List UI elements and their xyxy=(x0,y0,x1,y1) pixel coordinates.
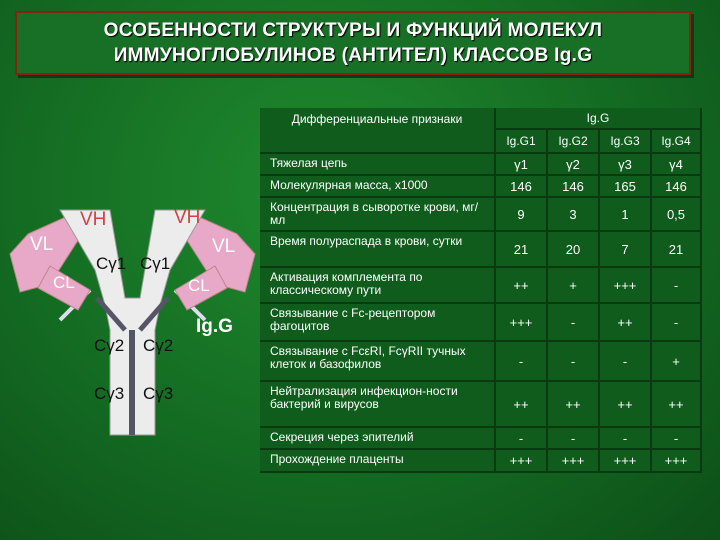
row-value-cell: - xyxy=(652,304,702,342)
feature-column-header: Дифференциальные признаки xyxy=(260,108,496,154)
row-feature-label: Связывание с Fc-рецептором фагоцитов xyxy=(260,304,496,342)
row-value-cell: + xyxy=(548,268,600,304)
vh-left-label: VH xyxy=(80,209,107,230)
row-value-cell: 165 xyxy=(600,176,652,198)
cg3-left-label: Cγ3 xyxy=(94,384,125,403)
column-header: Ig.G3 xyxy=(600,130,652,154)
column-header: Ig.G4 xyxy=(652,130,702,154)
row-value-cell: +++ xyxy=(496,304,548,342)
cg2-right-label: Cγ2 xyxy=(143,336,174,355)
slide-title-line-1: ОСОБЕННОСТИ СТРУКТУРЫ И ФУНКЦИЙ МОЛЕКУЛ xyxy=(103,20,603,41)
row-value-cell: - xyxy=(652,268,702,304)
row-value-cell: - xyxy=(600,342,652,382)
row-value-cell: - xyxy=(496,342,548,382)
row-value-cell: 9 xyxy=(496,198,548,232)
cl-left-label: CL xyxy=(53,273,75,292)
vl-left-label: VL xyxy=(30,234,54,255)
row-feature-label: Нейтрализация инфекцион-ности бактерий и вирусов xyxy=(260,382,496,428)
row-value-cell: +++ xyxy=(652,450,702,473)
igg-subclass-table xyxy=(260,108,702,493)
row-value-cell: ++ xyxy=(652,382,702,428)
row-value-cell: +++ xyxy=(548,450,600,473)
cg2-left-label: Cγ2 xyxy=(94,336,125,355)
row-value-cell: 146 xyxy=(496,176,548,198)
row-value-cell: 1 xyxy=(600,198,652,232)
row-value-cell: + xyxy=(652,342,702,382)
row-value-cell: +++ xyxy=(600,268,652,304)
row-value-cell: 20 xyxy=(548,232,600,268)
row-value-cell: - xyxy=(600,428,652,450)
row-value-cell: 0,5 xyxy=(652,198,702,232)
row-feature-label: Молекулярная масса, х1000 xyxy=(260,176,496,198)
row-value-cell: ++ xyxy=(600,304,652,342)
igg-group-header: Ig.G xyxy=(496,108,702,130)
row-feature-label: Связывание с FcεRI, FcγRII тучных клеток и базофилов xyxy=(260,342,496,382)
column-header: Ig.G2 xyxy=(548,130,600,154)
slide-title-line-2: ИММУНОГЛОБУЛИНОВ (АНТИТЕЛ) КЛАССОВ Ig.G xyxy=(113,45,593,66)
row-value-cell: γ3 xyxy=(600,154,652,176)
vh-right-label: VH xyxy=(174,207,201,228)
row-feature-label: Секреция через эпителий xyxy=(260,428,496,450)
row-value-cell: ++ xyxy=(496,382,548,428)
row-value-cell: - xyxy=(548,428,600,450)
row-value-cell: +++ xyxy=(496,450,548,473)
cg3-right-label: Cγ3 xyxy=(143,384,174,403)
row-feature-label: Концентрация в сыворотке крови, мг/мл xyxy=(260,198,496,232)
row-feature-label: Тяжелая цепь xyxy=(260,154,496,176)
cg1-right-label: Cγ1 xyxy=(140,254,171,273)
cl-right-label: CL xyxy=(188,276,210,295)
row-value-cell: 21 xyxy=(496,232,548,268)
row-value-cell: ++ xyxy=(548,382,600,428)
vl-right-label: VL xyxy=(212,236,236,257)
row-value-cell: 7 xyxy=(600,232,652,268)
row-feature-label: Прохождение плаценты xyxy=(260,450,496,473)
row-value-cell: 21 xyxy=(652,232,702,268)
row-value-cell: γ1 xyxy=(496,154,548,176)
row-value-cell: - xyxy=(652,428,702,450)
row-feature-label: Активация комплемента по классическому пути xyxy=(260,268,496,304)
igg-class-label: Ig.G xyxy=(196,316,233,337)
row-value-cell: 146 xyxy=(652,176,702,198)
row-value-cell: 3 xyxy=(548,198,600,232)
column-header: Ig.G1 xyxy=(496,130,548,154)
row-value-cell: ++ xyxy=(600,382,652,428)
row-value-cell: - xyxy=(496,428,548,450)
slide-title-box xyxy=(15,11,691,75)
row-value-cell: - xyxy=(548,304,600,342)
antibody-structure-graphic xyxy=(0,180,265,440)
cg1-left-label: Cγ1 xyxy=(96,254,127,273)
row-value-cell: 146 xyxy=(548,176,600,198)
row-value-cell: +++ xyxy=(600,450,652,473)
antibody-diagram xyxy=(0,180,265,440)
row-value-cell: γ4 xyxy=(652,154,702,176)
row-feature-label: Время полураспада в крови, сутки xyxy=(260,232,496,268)
row-value-cell: - xyxy=(548,342,600,382)
row-value-cell: γ2 xyxy=(548,154,600,176)
row-value-cell: ++ xyxy=(496,268,548,304)
